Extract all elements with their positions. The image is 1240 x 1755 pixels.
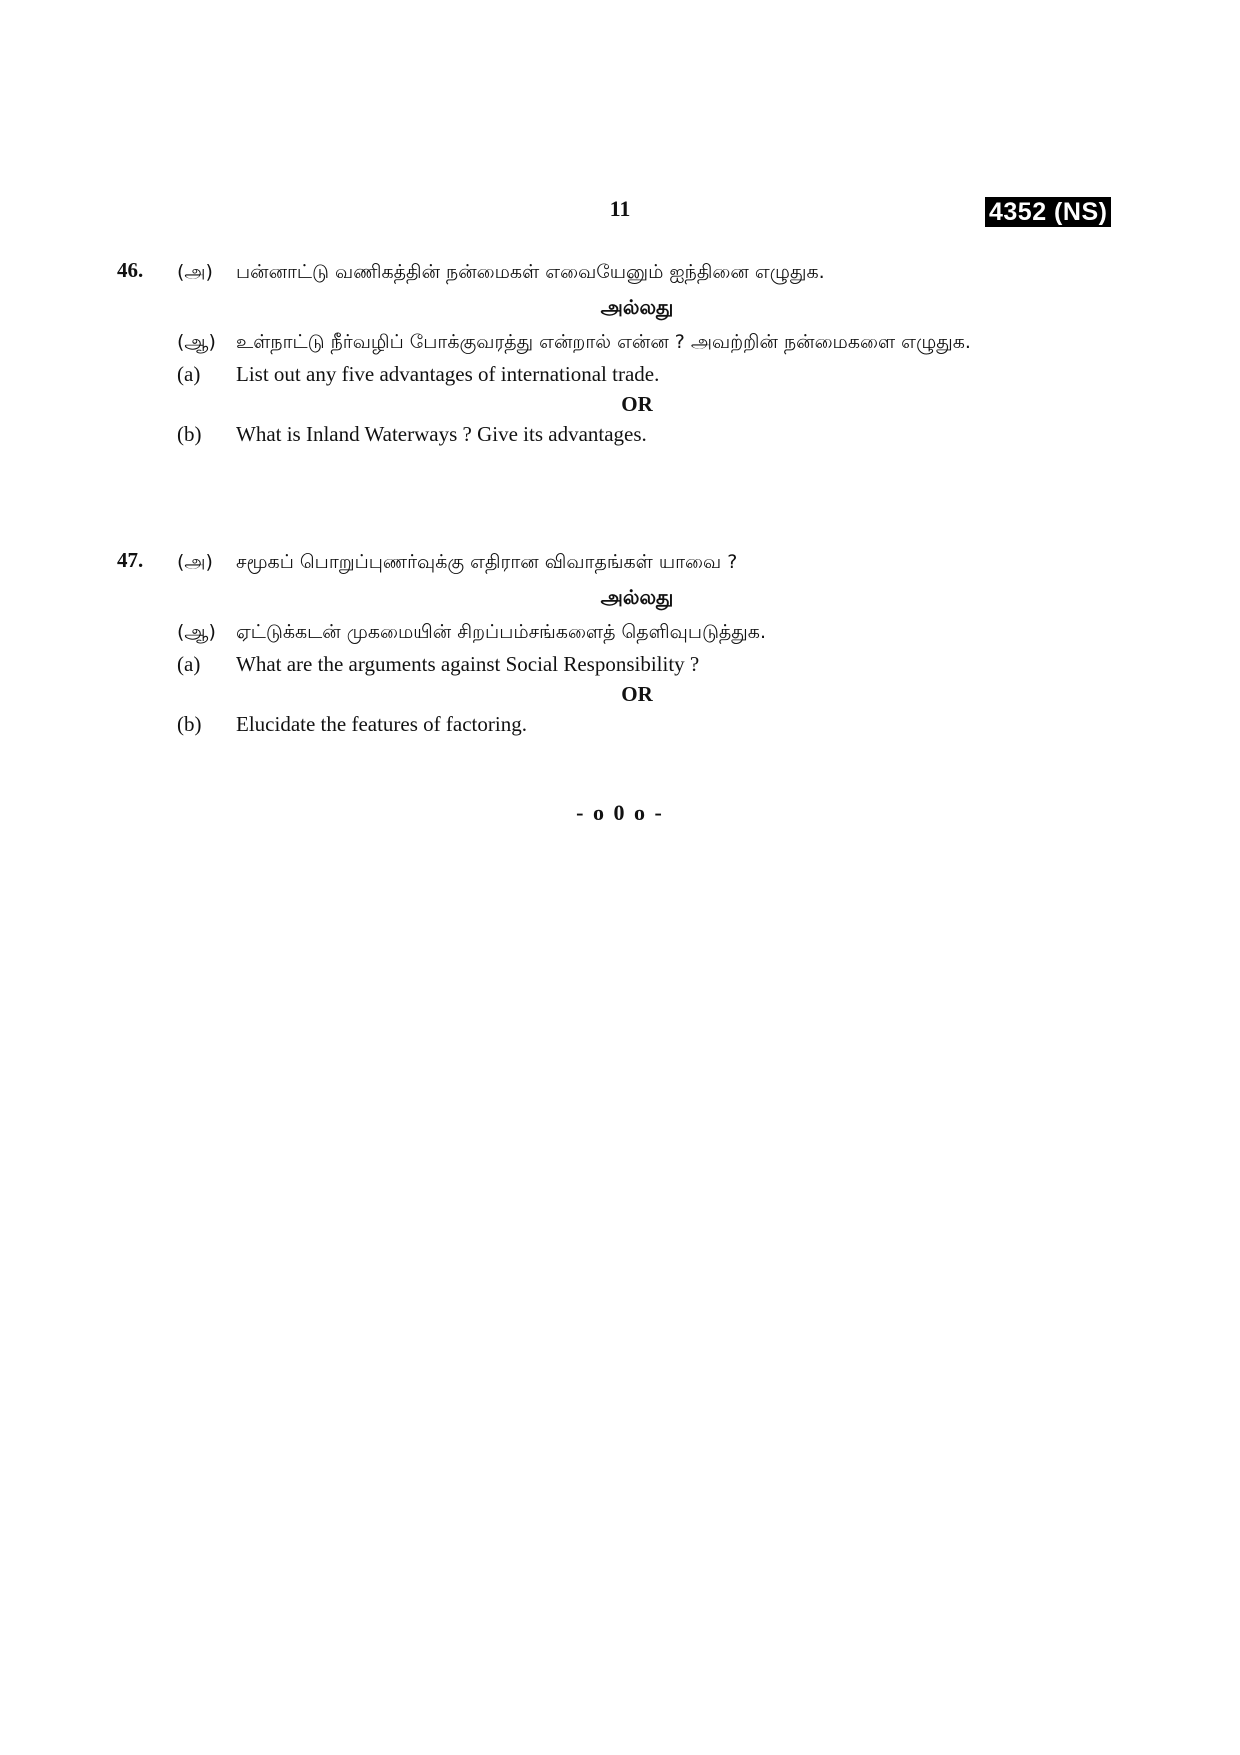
option-text: சமூகப் பொறுப்புணர்வுக்கு எதிரான விவாதங்கள் யாவை ?: [236, 551, 738, 573]
english-option-b: [177, 419, 1117, 449]
option-marker: (அ): [177, 551, 213, 573]
tamil-option-b: [177, 325, 1117, 359]
english-option-a: [177, 359, 1117, 389]
english-or-separator: OR: [621, 682, 653, 706]
question-number: 46.: [117, 258, 144, 282]
option-marker: (a): [177, 362, 201, 386]
option-marker: (ஆ): [177, 331, 216, 353]
option-text: உள்நாட்டு நீர்வழிப் போக்குவரத்து என்றால் என்ன ? அவற்றின் நன்மைகளை எழுதுக.: [236, 331, 971, 353]
english-option-b: [177, 709, 1117, 739]
tamil-option-b: [177, 615, 1117, 649]
option-text: ஏட்டுக்கடன் முகமையின் சிறப்பம்சங்களைத் தெளிவுபடுத்துக.: [236, 621, 766, 643]
option-text: What are the arguments against Social Responsibility ?: [236, 652, 700, 676]
option-text: Elucidate the features of factoring.: [236, 712, 527, 736]
end-of-paper-mark: - o 0 o -: [576, 800, 664, 825]
option-marker: (b): [177, 712, 202, 736]
tamil-option-a: [177, 255, 1117, 289]
tamil-option-a: [177, 545, 1117, 579]
option-marker: (ஆ): [177, 621, 216, 643]
tamil-or-separator: அல்லது: [600, 585, 674, 609]
question-number: 47.: [117, 548, 144, 572]
tamil-or-separator: அல்லது: [600, 295, 674, 319]
option-text: பன்னாட்டு வணிகத்தின் நன்மைகள் எவையேனும் ஐந்தினை எழுதுக.: [236, 261, 825, 283]
english-or-separator: OR: [621, 392, 653, 416]
english-option-a: [177, 649, 1117, 679]
option-marker: (a): [177, 652, 201, 676]
page-number: 11: [609, 196, 631, 221]
paper-code-badge: 4352 (NS): [985, 197, 1111, 227]
question-46: [117, 255, 1117, 449]
option-marker: (அ): [177, 261, 213, 283]
option-text: List out any five advantages of international trade.: [236, 362, 660, 386]
question-47: [117, 545, 1117, 739]
option-marker: (b): [177, 422, 202, 446]
option-text: What is Inland Waterways ? Give its advantages.: [236, 422, 647, 446]
